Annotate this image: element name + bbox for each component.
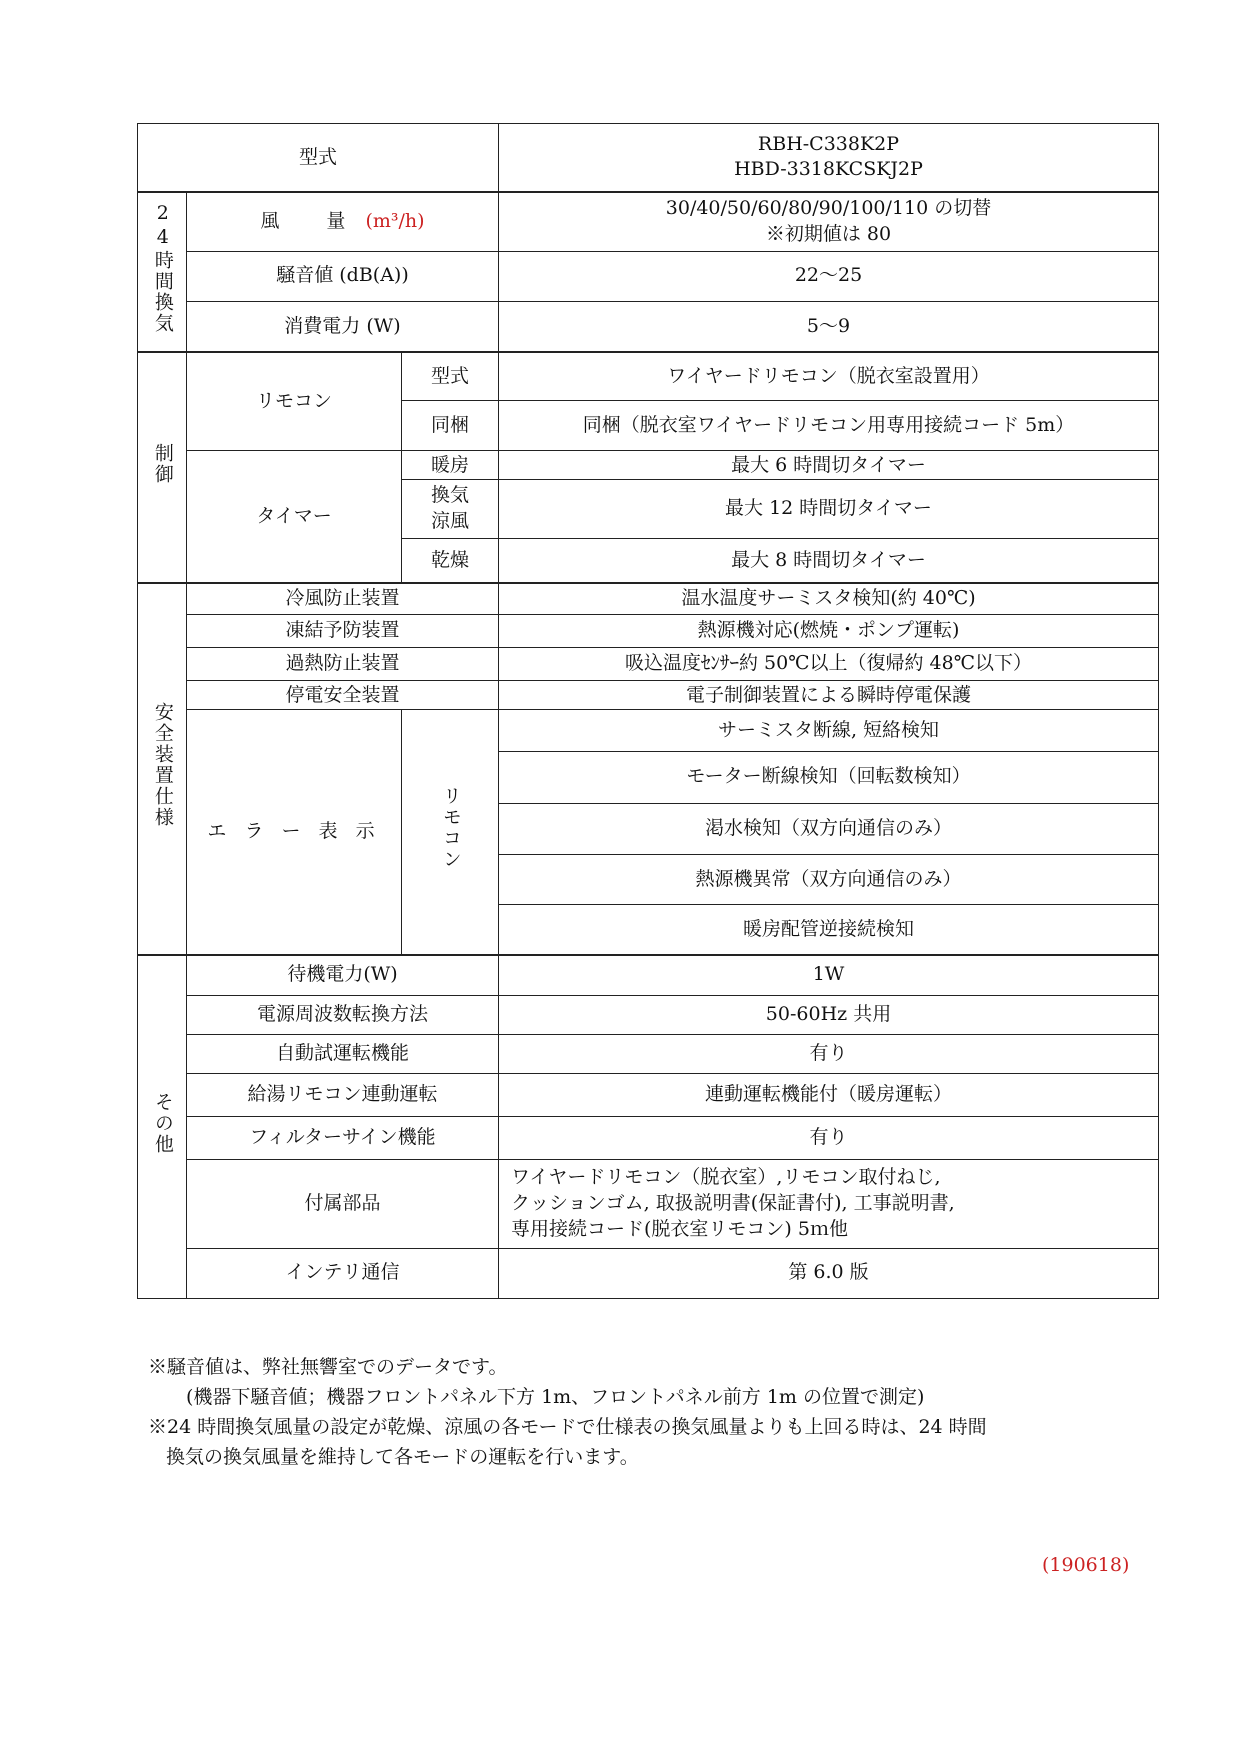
airflow-unit: (m³/h) <box>365 209 425 232</box>
timer-vent-label: 換気 涼風 <box>402 480 499 538</box>
remote-bundled-value: 同梱（脱衣室ワイヤードリモコン用専用接続コード 5m） <box>499 401 1159 451</box>
overheat-value: 吸込温度ｾﾝｻｰ約 50℃以上（復帰約 48℃以下） <box>499 648 1159 681</box>
filter-sign-row <box>138 1117 1159 1160</box>
timer-label: タイマー <box>187 451 402 584</box>
standby-power-value: 1W <box>499 955 1159 995</box>
noise-value: 22～25 <box>499 251 1159 301</box>
timer-heating-row <box>138 451 1159 480</box>
remote-type-row <box>138 352 1159 400</box>
frequency-label: 電源周波数転換方法 <box>187 995 499 1034</box>
cold-air-value: 温水温度サーミスタ検知(約 40℃) <box>499 583 1159 614</box>
model-row <box>138 124 1159 192</box>
other-group-label: その他 <box>138 955 187 1299</box>
linked-operation-value: 連動運転機能付（暖房運転） <box>499 1073 1159 1116</box>
remote-type-label: 型式 <box>402 352 499 400</box>
error-item: 渇水検知（双方向通信のみ） <box>499 803 1159 854</box>
airflow-label: 風 量 (m³/h) <box>187 192 499 251</box>
filter-sign-label: フィルターサイン機能 <box>187 1117 499 1160</box>
airflow-value: 30/40/50/60/80/90/100/110 の切替 ※初期値は 80 <box>499 192 1159 251</box>
power-label: 消費電力 (W) <box>187 301 499 352</box>
error-item: モーター断線検知（回転数検知） <box>499 751 1159 803</box>
standby-power-row <box>138 955 1159 995</box>
filter-sign-value: 有り <box>499 1117 1159 1160</box>
model-label: 型式 <box>138 124 499 192</box>
model-value <box>499 124 1159 192</box>
error-item: 暖房配管逆接続検知 <box>499 905 1159 955</box>
frequency-row <box>138 995 1159 1034</box>
airflow-row <box>138 192 1159 251</box>
overheat-row <box>138 648 1159 681</box>
noise-row <box>138 251 1159 301</box>
remote-bundled-label: 同梱 <box>402 401 499 451</box>
power-outage-label: 停電安全装置 <box>187 681 499 710</box>
timer-dry-label: 乾燥 <box>402 538 499 583</box>
accessories-label: 付属部品 <box>187 1160 499 1248</box>
auto-test-value: 有り <box>499 1034 1159 1073</box>
cold-air-row <box>138 583 1159 614</box>
error-item: サーミスタ断線, 短絡検知 <box>499 710 1159 751</box>
standby-power-label: 待機電力(W) <box>187 955 499 995</box>
cold-air-label: 冷風防止装置 <box>187 583 499 614</box>
model-value-line2: HBD-3318KCSKJ2P <box>734 158 923 181</box>
remote-label: リモコン <box>187 352 402 450</box>
timer-heating-value: 最大 6 時間切タイマー <box>499 451 1159 480</box>
error-item: 熱源機異常（双方向通信のみ） <box>499 854 1159 904</box>
timer-heating-label: 暖房 <box>402 451 499 480</box>
auto-test-label: 自動試運転機能 <box>187 1034 499 1073</box>
remote-type-value: ワイヤードリモコン（脱衣室設置用） <box>499 352 1159 400</box>
power-outage-value: 電子制御装置による瞬時停電保護 <box>499 681 1159 710</box>
freeze-row <box>138 615 1159 648</box>
linked-operation-label: 給湯リモコン連動運転 <box>187 1073 499 1116</box>
footnote-line: ※24 時間換気風量の設定が乾燥、涼風の各モードで仕様表の換気風量よりも上回る時は、24 時間 <box>148 1416 987 1438</box>
error-label: エ ラ ー 表 示 <box>187 710 402 955</box>
interior-comm-row <box>138 1248 1159 1298</box>
overheat-label: 過熱防止装置 <box>187 648 499 681</box>
footnote-line: 換気の換気風量を維持して各モードの運転を行います。 <box>166 1446 639 1468</box>
interior-comm-label: インテリ通信 <box>187 1248 499 1298</box>
model-value-line1: RBH-C338K2P <box>757 132 900 155</box>
spec-table <box>137 123 1159 1299</box>
freeze-value: 熱源機対応(燃焼・ポンプ運転) <box>499 615 1159 648</box>
accessories-row <box>138 1160 1159 1248</box>
power-row <box>138 301 1159 352</box>
footnote-line: ※騒音値は、弊社無響室でのデータです。 <box>148 1356 508 1378</box>
timer-dry-value: 最大 8 時間切タイマー <box>499 538 1159 583</box>
timer-vent-value: 最大 12 時間切タイマー <box>499 480 1159 538</box>
safety-group-label: 安全装置仕様 <box>138 583 187 955</box>
error-sub-label: リモコン <box>402 710 499 955</box>
noise-label: 騒音値 (dB(A)) <box>187 251 499 301</box>
power-outage-row <box>138 681 1159 710</box>
error-row <box>138 710 1159 751</box>
linked-operation-row <box>138 1073 1159 1116</box>
footnotes <box>148 1352 987 1472</box>
control-group-label: 制御 <box>138 352 187 583</box>
interior-comm-value: 第 6.0 版 <box>499 1248 1159 1298</box>
auto-test-row <box>138 1034 1159 1073</box>
freeze-label: 凍結予防装置 <box>187 615 499 648</box>
ventilation-group-label: 24時間換気 <box>138 192 187 353</box>
document-code: (190618) <box>1042 1554 1130 1576</box>
power-value: 5～9 <box>499 301 1159 352</box>
footnote-line: (機器下騒音値；機器フロントパネル下方 1m、フロントパネル前方 1m の位置で測定) <box>186 1386 925 1408</box>
frequency-value: 50-60Hz 共用 <box>499 995 1159 1034</box>
accessories-value: ワイヤードリモコン（脱衣室）,リモコン取付ねじ, クッションゴム, 取扱説明書(保証書付), 工事説明書, 専用接続コード(脱衣室リモコン) 5ｍ他 <box>499 1160 1159 1248</box>
